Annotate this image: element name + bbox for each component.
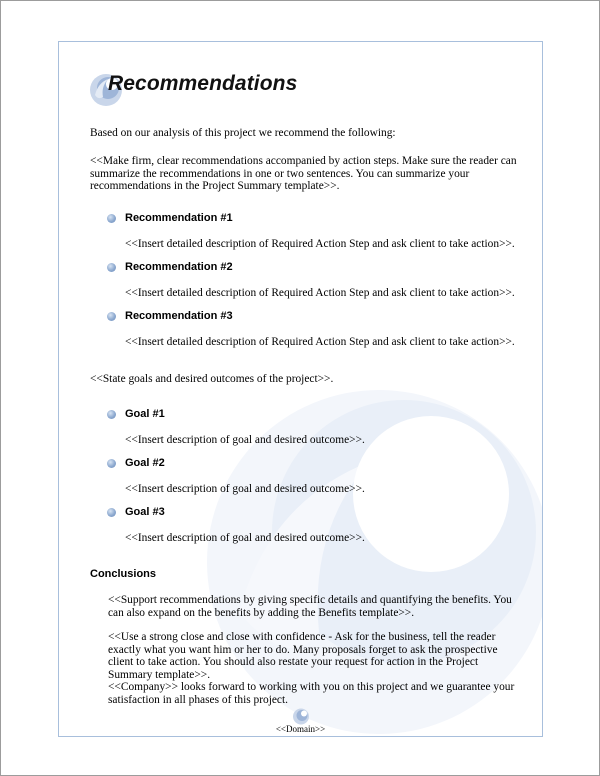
goal-label: Goal #1 (125, 408, 165, 420)
recommendation-label: Recommendation #2 (125, 261, 233, 273)
goal-label: Goal #3 (125, 506, 165, 518)
goal-description: <<Insert description of goal and desired outcome>>. (125, 483, 365, 495)
recommendation-label: Recommendation #3 (125, 310, 233, 322)
conclusion-paragraph: <<Use a strong close and close with confidence - Ask for the business, tell the reader exactly what you want him or her to do. Many proposals forget to ask the prospective client to take action. You should also restate your request for action in the Project Summary template>>. (108, 631, 498, 681)
recommendation-description: <<Insert detailed description of Required Action Step and ask client to take action>>. (125, 287, 515, 299)
footer-domain: <<Domain>> (275, 724, 326, 734)
bullet-icon (107, 263, 116, 272)
recommendation-description: <<Insert detailed description of Required Action Step and ask client to take action>>. (125, 336, 515, 348)
bullet-icon (107, 214, 116, 223)
goal-description: <<Insert description of goal and desired outcome>>. (125, 532, 365, 544)
conclusion-paragraph: <<Company>> looks forward to working with you on this project and we guarantee your satisfaction in all phases of this project. (108, 681, 515, 706)
recommendation-description: <<Insert detailed description of Required Action Step and ask client to take action>>. (125, 238, 515, 250)
goal-description: <<Insert description of goal and desired outcome>>. (125, 434, 365, 446)
goals-intro-text: <<State goals and desired outcomes of the project>>. (90, 373, 334, 385)
bullet-icon (107, 508, 116, 517)
bullet-icon (107, 312, 116, 321)
recommendation-label: Recommendation #1 (125, 212, 233, 224)
goal-label: Goal #2 (125, 457, 165, 469)
page-frame (58, 41, 543, 737)
intro-text: Based on our analysis of this project we recommend the following: (90, 127, 396, 139)
bullet-icon (107, 410, 116, 419)
footer-logo-icon (292, 708, 310, 725)
conclusion-paragraph: <<Support recommendations by giving specific details and quantifying the benefits. You can also expand on the benefits by adding the Benefits template>>. (108, 594, 512, 619)
conclusions-heading: Conclusions (90, 568, 157, 580)
bullet-icon (107, 459, 116, 468)
recommendation-note: <<Make firm, clear recommendations accompanied by action steps. Make sure the reader can summarize the recommendations in one or two sentences. You can summarize your recommendations in the Project Summary template>>. (90, 155, 517, 193)
page-title: Recommendations (108, 72, 298, 95)
